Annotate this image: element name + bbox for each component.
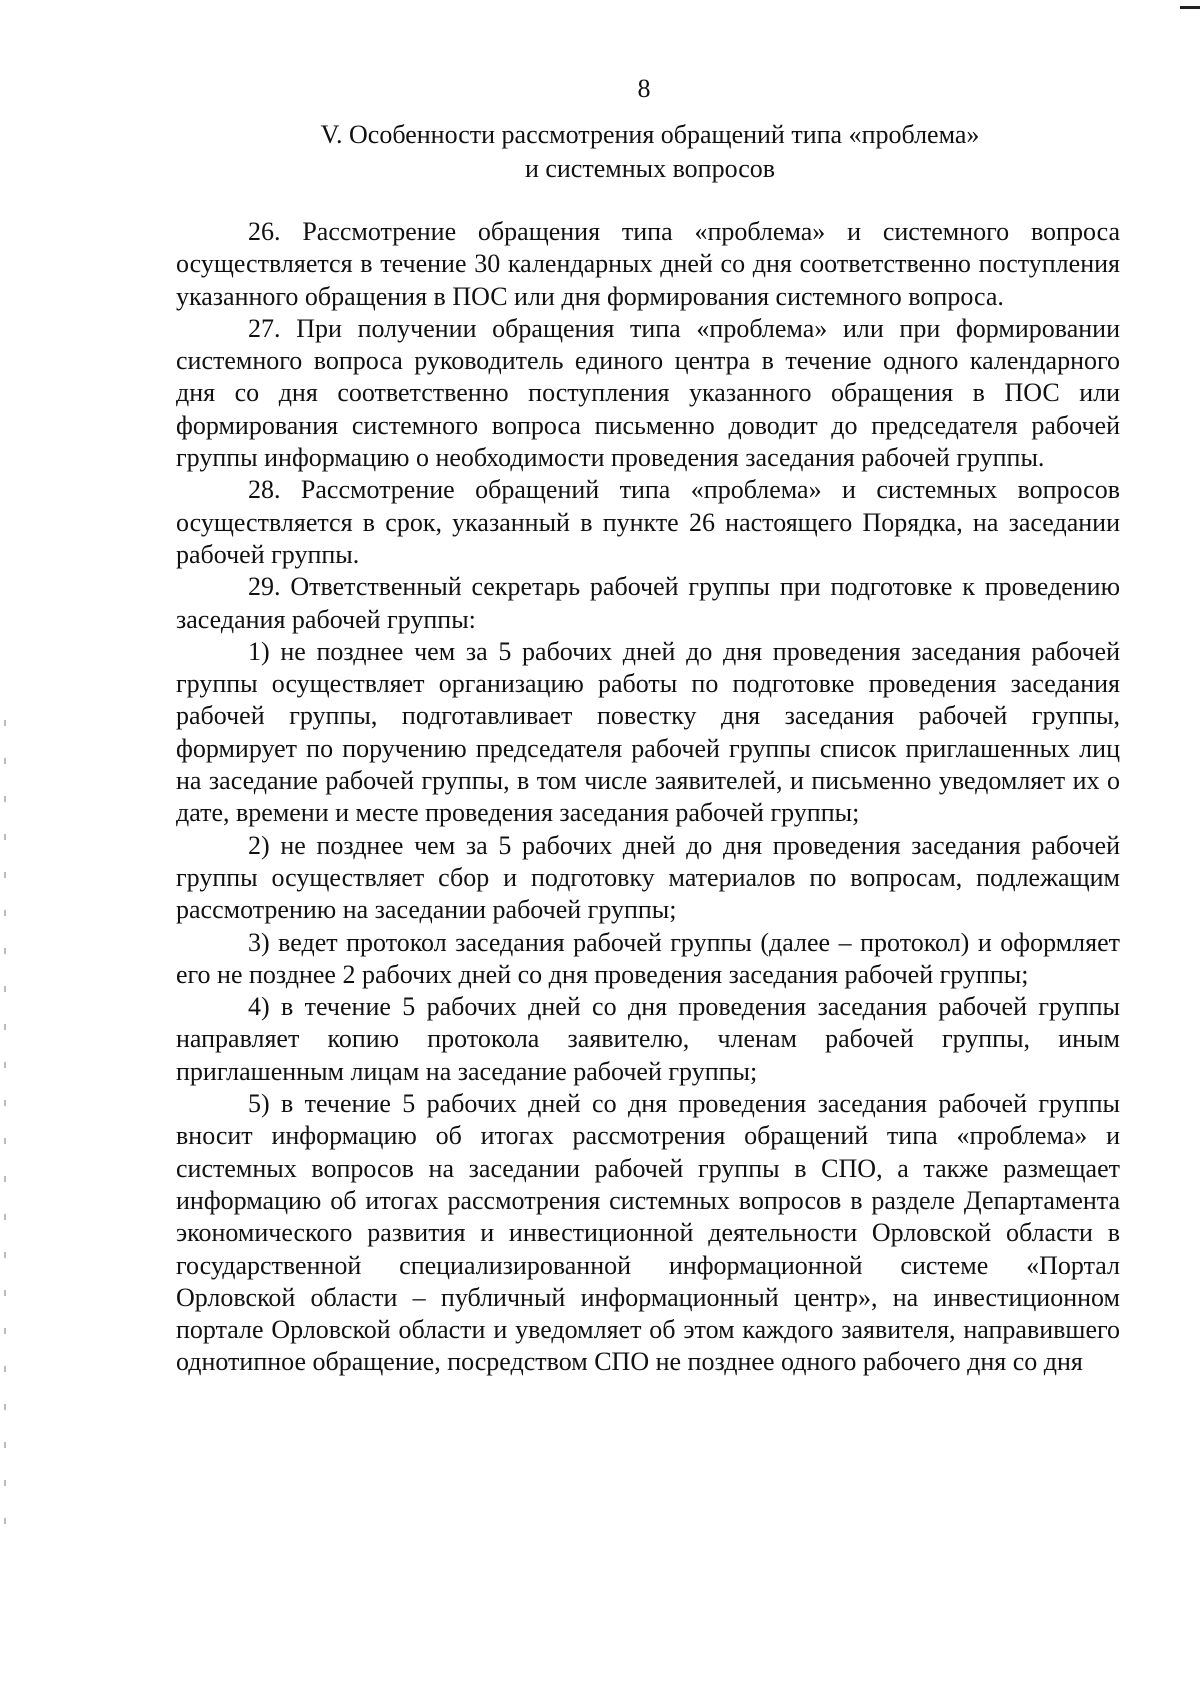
paragraph-28: 28. Рассмотрение обращений типа «проблема» и системных вопросов осуществляется в срок, указанный в пункте 26 настоящего Порядка, на заседании рабочей группы.	[176, 475, 1120, 569]
subitem-4: 4) в течение 5 рабочих дней со дня проведения заседания рабочей группы направляет копию протокола заявителю, членам рабочей группы, иным приглашенным лицам на заседание рабочей группы;	[176, 992, 1120, 1086]
section-heading-line-1: V. Особенности рассмотрения обращений типа «проблема»	[320, 120, 980, 149]
section-heading	[180, 118, 1120, 186]
paragraph-26: 26. Рассмотрение обращения типа «проблема» и системного вопроса осуществляется в течение 30 календарных дней со дня соответственно поступления указанного обращения в ПОС или дня формирования системного вопроса.	[176, 217, 1120, 311]
scan-corner-mark	[1180, 6, 1200, 9]
subitem-5: 5) в течение 5 рабочих дней со дня проведения заседания рабочей группы вносит информацию об итогах рассмотрения обращений типа «проблема» и системных вопросов на заседании рабочей группы в СПО, а также размещает информацию об итогах рассмотрения системных вопросов в разделе Департамента экономического развития и инвестиционной деятельности Орловской области в государственной специализированной информационной системе «Портал Орловской области – публичный информационный центр», на инвестиционном портале Орловской области и уведомляет об этом каждого заявителя, направившего однотипное обращение, посредством СПО не позднее одного рабочего дня со дня	[176, 1089, 1120, 1377]
subitem-3: 3) ведет протокол заседания рабочей группы (далее – протокол) и оформляет его не позднее 2 рабочих дней со дня проведения заседания рабочей группы;	[176, 927, 1120, 989]
scan-edge-marks	[4, 720, 6, 1540]
page-number: 8	[637, 74, 651, 103]
section-heading-line-2: и системных вопросов	[524, 154, 776, 183]
paragraph-27: 27. При получении обращения типа «проблема» или при формировании системного вопроса руководитель единого центра в течение одного календарного дня со дня соответственно поступления указанного обращения в ПОС или формирования системного вопроса письменно доводит до председателя рабочей группы информацию о необходимости проведения заседания рабочей группы.	[176, 313, 1120, 473]
paragraph-29: 29. Ответственный секретарь рабочей группы при подготовке к проведению заседания рабочей группы:	[176, 572, 1120, 634]
document-body	[176, 216, 1120, 1379]
subitem-1: 1) не позднее чем за 5 рабочих дней до дня проведения заседания рабочей группы осуществляет организацию работы по подготовке проведения заседания рабочей группы, подготавливает повестку дня заседания рабочей группы, формирует по поручению председателя рабочей группы список приглашенных лиц на заседание рабочей группы, в том числе заявителей, и письменно уведомляет их о дате, времени и месте проведения заседания рабочей группы;	[176, 636, 1120, 828]
subitem-2: 2) не позднее чем за 5 рабочих дней до дня проведения заседания рабочей группы осуществляет сбор и подготовку материалов по вопросам, подлежащим рассмотрению на заседании рабочей группы;	[176, 830, 1120, 925]
